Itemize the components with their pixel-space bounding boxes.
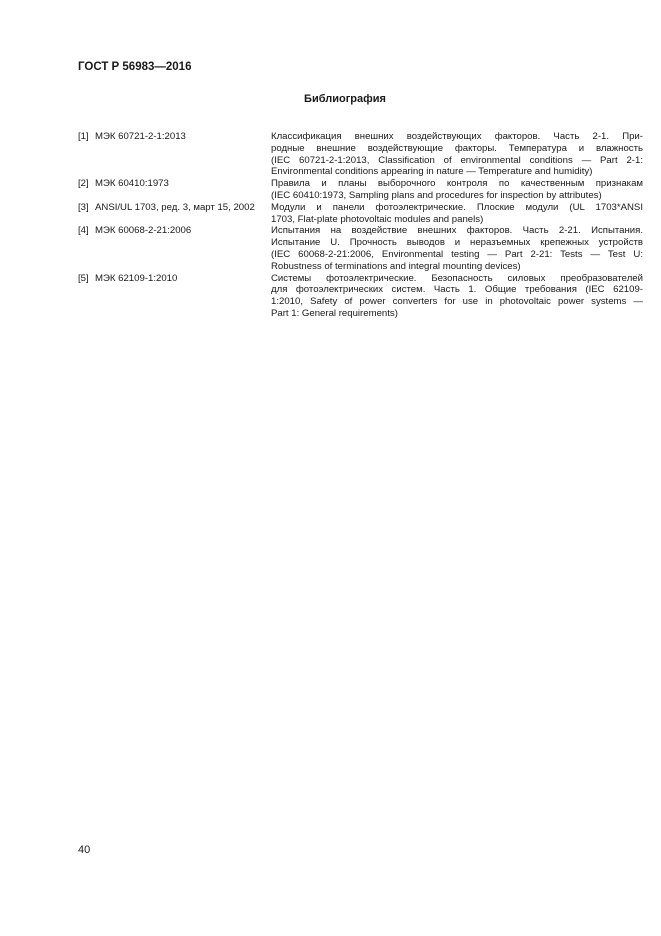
entry-reference: ANSI/UL 1703, ред. 3, март 15, 2002 [95,201,255,213]
entry-number: [3] [78,201,89,213]
entry-number: [4] [78,225,89,237]
description-line: Испытания на воздействие внешних факторов. Часть 2-21. Испытания. [271,225,643,237]
description-line: (IEC 60068-2-21:2006, Environmental testing — Part 2-21: Tests — Test U: [271,248,643,260]
description-line: для фотоэлектрических систем. Часть 1. Общие требования (IEC 62109- [271,284,643,296]
description-line: Системы фотоэлектрические. Безопасность силовых преобразователей [271,272,643,284]
description-line: 1:2010, Safety of power converters for use in photovoltaic power systems — [271,296,643,308]
page-number: 40 [78,844,91,856]
bibliography-list [78,131,643,320]
entry-reference: МЭК 60721-2-1:2013 [95,131,186,142]
description-line: Part 1: General requirements) [271,307,398,319]
description-line: (IEC 60721-2-1:2013, Classification of environmental conditions — Part 2-1: [271,154,643,166]
entry-reference: МЭК 60068-2-21:2006 [95,225,192,237]
entry-description [271,202,643,226]
entry-description [271,178,643,202]
description-line: Environmental conditions appearing in nature — Temperature and humidity) [271,166,593,178]
description-line: Robustness of terminations and integral mounting devices) [271,260,521,272]
entry-reference: МЭК 60410:1973 [95,178,169,190]
entry-number: [2] [78,178,89,190]
bibliography-entry [78,202,643,226]
description-line: Классификация внешних воздействующих факторов. Часть 2-1. При- [271,131,643,142]
description-line: Правила и планы выборочного контроля по качественным признакам [271,178,643,190]
description-line: Модули и панели фотоэлектрические. Плоские модули (UL 1703*ANSI [271,201,643,213]
entry-description [271,225,643,272]
entry-description [271,131,643,178]
description-line: (IEC 60410:1973, Sampling plans and procedures for inspection by attributes) [271,189,602,201]
description-line: Испытание U. Прочность выводов и неразъемных крепежных устройств [271,237,643,249]
bibliography-entry [78,178,643,202]
entry-number: [1] [78,131,89,142]
bibliography-entry [78,131,643,178]
bibliography-entry [78,225,643,272]
section-title: Библиография [304,93,386,105]
description-line: 1703, Flat-plate photovoltaic modules and panels) [271,213,484,225]
entry-reference: МЭК 62109-1:2010 [95,272,178,284]
entry-description [271,273,643,320]
bibliography-entry [78,273,643,320]
description-line: родные внешние воздействующие факторы. Температура и влажность [271,142,643,154]
document-header: ГОСТ Р 56983—2016 [78,61,192,73]
entry-number: [5] [78,272,89,284]
